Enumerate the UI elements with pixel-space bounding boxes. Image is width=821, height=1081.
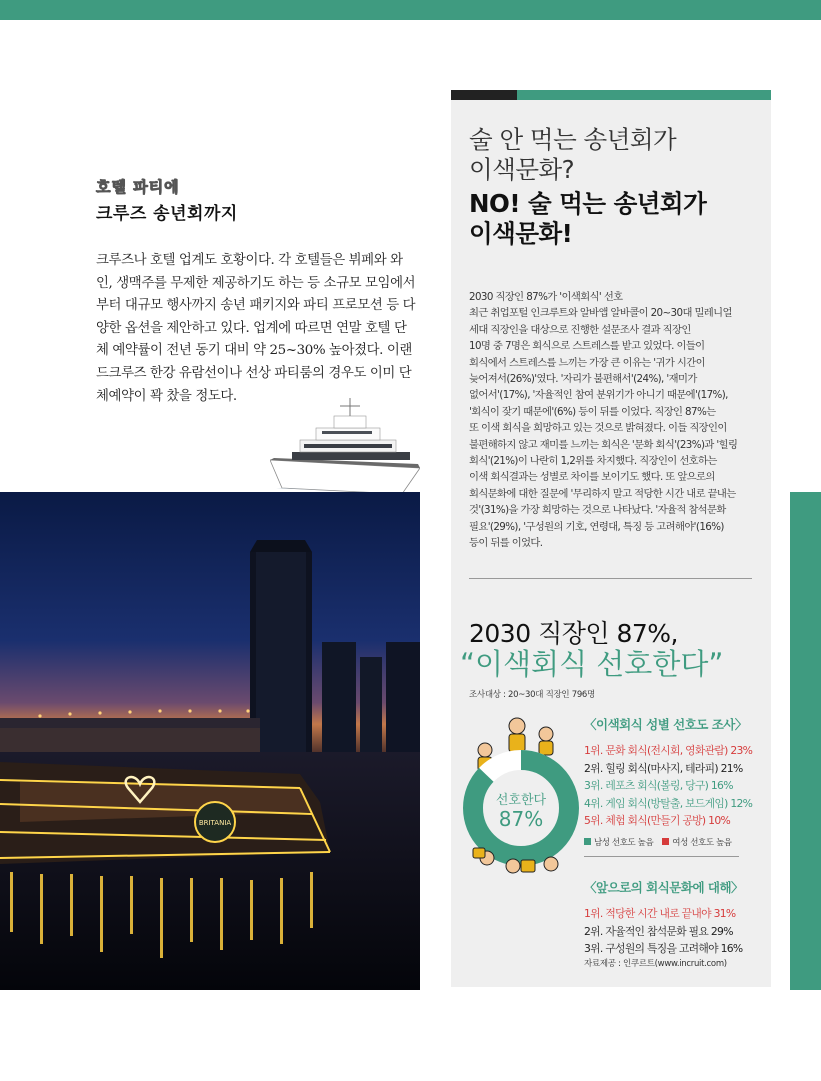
- panel-title-line-4: 이색문화!: [469, 219, 573, 248]
- panel-body-line: 세대 직장인을 대상으로 진행한 설문조사 결과 직장인: [469, 323, 691, 336]
- donut-label: 선호한다: [495, 793, 547, 808]
- panel-body: [469, 289, 759, 552]
- data-source: 자료제공 : 인쿠르트(www.incruit.com): [584, 959, 727, 969]
- legend-item-female: [662, 836, 731, 848]
- survey-rank-item: 4위. 게임 회식(방탈출, 보드게임) 12%: [584, 796, 753, 810]
- panel-body-line: 이색 회식결과는 성별로 차이를 보이기도 했다. 또 앞으로의: [469, 471, 715, 484]
- legend-swatch-female: [662, 838, 669, 845]
- legend-swatch-male: [584, 838, 591, 845]
- future-culture-survey: [584, 878, 770, 958]
- survey-rank-item: 3위. 레포츠 회식(볼링, 당구) 16%: [584, 779, 733, 792]
- preference-donut: [451, 708, 591, 878]
- panel-top-bar-accent: [451, 90, 517, 100]
- survey-rank-item: 5위. 체험 회식(만들기 공방) 10%: [584, 814, 731, 827]
- survey-legend: [584, 836, 770, 848]
- future-rank-item: 2위. 자율적인 참석문화 필요 29%: [584, 924, 733, 938]
- panel-body-line: 회식에서 스트레스를 느끼는 가장 큰 이유는 '귀가 시간이: [469, 356, 705, 369]
- panel-body-line: 또 이색 회식을 희망하고 있는 것으로 밝혀졌다. 이들 직장인이: [469, 422, 727, 435]
- survey-target-note: 조사대상 : 20~30대 직장인 796명: [469, 690, 595, 700]
- survey-heading: 〈이색회식 성별 선호도 조사〉: [584, 717, 747, 732]
- yacht-image: [270, 398, 420, 494]
- info-panel: [451, 90, 771, 987]
- panel-title-line-2: 이색문화?: [469, 155, 575, 184]
- legend-label-female: 여성 선호도 높음: [672, 837, 732, 848]
- panel-body-line: 것'(31%)을 가장 희망하는 것으로 나타났다. '자율적 참석문화: [469, 504, 726, 517]
- future-rank-list: [584, 905, 770, 958]
- survey-divider: [584, 856, 739, 857]
- future-heading: 〈앞으로의 회식문화에 대해〉: [584, 880, 744, 895]
- future-rank-item: 3위. 구성원의 특징을 고려해야 16%: [584, 942, 743, 955]
- panel-body-line: 2030 직장인 87%가 '이색회식' 선호: [469, 291, 623, 303]
- article-body: 크루즈나 호텔 업계도 호황이다. 각 호텔들은 뷔페와 와인, 생맥주를 무제한 제공하기도 하는 등 소규모 모임에서부터 대규모 행사까지 송년 패키지와 파티 프로모션 등 다양한 옵션을 제안하고 있다. 업계에 따르면 연말 호텔 단체 예약률이 전년 동기 대비 약 25~30% 높아졌다. 이랜드크루즈 한강 유람선이나 선상 파티룸의 경우도 이미 단체예약이 꽉 찼을 정도다.: [96, 253, 416, 404]
- panel-title-line-1: 술 안 먹는 송년회가: [469, 125, 677, 154]
- panel-body-line: 불편해하지 않고 재미를 느끼는 회식은 '문화 회식'(23%)과 '힐링: [469, 438, 738, 451]
- panel-body-line: 필요'(29%), '구성원의 기호, 연령대, 특징 등 고려해야'(16%): [469, 520, 724, 533]
- article-headline: 크루즈 송년회까지: [96, 204, 238, 224]
- panel-body-line: 10명 중 7명은 회식으로 스트레스를 받고 있었다. 이들이: [469, 340, 705, 353]
- panel-body-line: 최근 취업포털 인크루트와 알바앱 알바콜이 20~30대 밀레니얼: [469, 307, 732, 320]
- boat-sign-text: BRITANIA: [198, 819, 232, 827]
- stat-quote: “이색회식 선호한다”: [460, 647, 724, 681]
- future-rank-item: 1위. 적당한 시간 내로 끝내야 31%: [584, 907, 736, 920]
- panel-divider: [469, 578, 752, 579]
- panel-body-line: 회식문화에 대한 질문에 '무리하지 말고 적당한 시간 내로 끝내는: [469, 487, 736, 500]
- panel-body-line: 없어서'(17%), '자율적인 참여 분위기가 아니기 때문에'(17%),: [469, 389, 728, 402]
- survey-rank-item: 1위. 문화 회식(전시회, 영화관람) 23%: [584, 744, 753, 757]
- top-color-band: [0, 0, 821, 20]
- panel-body-line: 늦어져서(26%)'였다. '자리가 불편해서'(24%), '재미가: [469, 373, 697, 386]
- survey-rank-list: [584, 742, 770, 830]
- survey-rank-item: 2위. 힐링 회식(마사지, 테라피) 21%: [584, 761, 743, 775]
- night-cruise-photo: [0, 492, 420, 990]
- stat-headline: 2030 직장인 87%,: [469, 619, 678, 648]
- article-kicker: 호텔 파티에: [96, 178, 180, 196]
- left-article: [96, 176, 416, 408]
- panel-body-line: '회식이 잦기 때문에'(6%) 등이 뒤를 이었다. 직장인 87%는: [469, 405, 716, 418]
- donut-value: 87%: [498, 807, 544, 831]
- panel-body-line: 등이 뒤를 이었다.: [469, 537, 543, 550]
- side-color-tab: [790, 492, 821, 990]
- legend-label-male: 남성 선호도 높음: [594, 837, 654, 848]
- gender-preference-survey: [584, 715, 770, 848]
- panel-title-line-3: NO! 술 먹는 송년회가: [469, 189, 707, 218]
- panel-body-line: 회식'(21%)이 나란히 1,2위를 차지했다. 직장인이 선호하는: [469, 455, 717, 468]
- legend-item-male: [584, 836, 653, 848]
